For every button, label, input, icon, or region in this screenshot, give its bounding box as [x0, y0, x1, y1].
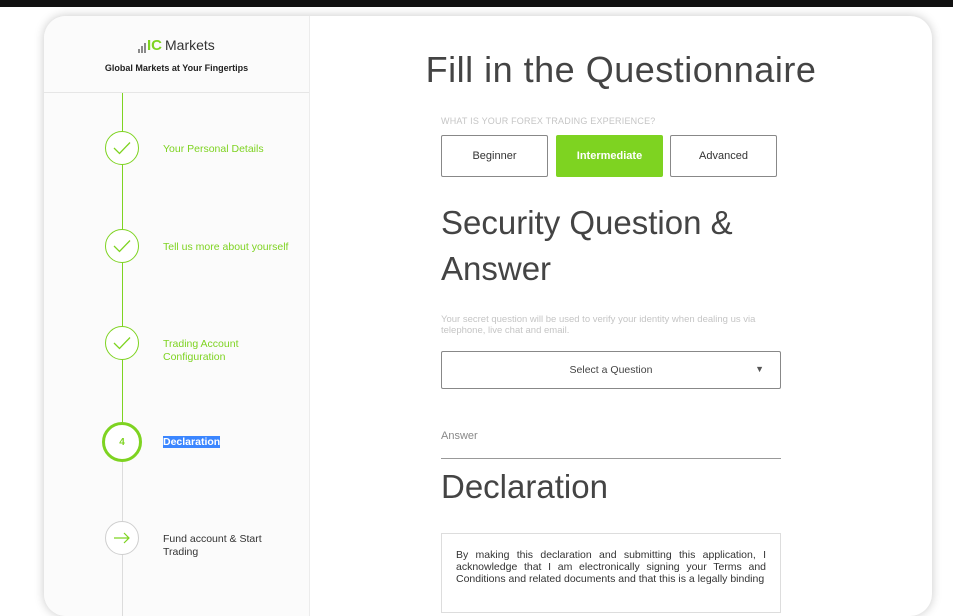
security-question-select[interactable] — [441, 351, 781, 389]
option-beginner-button[interactable]: Beginner — [441, 135, 548, 177]
security-help-text: Your secret question will be used to verify your identity when dealing us via telephone, live chat and email. — [441, 314, 756, 336]
experience-question: WHAT IS YOUR FOREX TRADING EXPERIENCE? — [441, 116, 656, 126]
answer-input[interactable] — [441, 458, 781, 459]
step-3-label[interactable]: Trading Account Configuration — [163, 338, 239, 363]
step-4-number-badge — [102, 422, 142, 462]
step-4-number: 4 — [119, 436, 125, 448]
step-4-label[interactable] — [163, 436, 303, 449]
step-1-label[interactable]: Your Personal Details — [163, 143, 264, 155]
main-panel — [310, 16, 932, 616]
chevron-down-icon: ▼ — [755, 364, 764, 374]
security-select-value: Select a Question — [569, 364, 653, 376]
step-4-label-text: Declaration — [163, 436, 221, 448]
brand-header — [44, 16, 309, 93]
step-5-label[interactable]: Fund account & Start Trading — [163, 533, 262, 558]
page-title: Fill in the Questionnaire — [425, 49, 817, 90]
logo-bars-icon — [138, 43, 146, 53]
declaration-heading: Declaration — [441, 468, 608, 505]
brand-tagline: Global Markets at Your Fingertips — [104, 63, 249, 73]
logo-markets-text: Markets — [165, 37, 215, 53]
top-bar — [0, 0, 953, 7]
option-intermediate-button[interactable]: Intermediate — [556, 135, 663, 177]
declaration-text: By making this declaration and submitting this application, I acknowledge that I am electronically signing your Terms and Conditions and related documents and that this is a legally binding — [456, 549, 766, 585]
step-2-label[interactable]: Tell us more about yourself — [163, 241, 289, 253]
declaration-text-box[interactable] — [441, 533, 781, 613]
security-heading: Security Question & Answer — [441, 204, 733, 287]
answer-label: Answer — [441, 430, 478, 442]
sidebar — [44, 16, 310, 616]
logo-ic-text: IC — [147, 37, 162, 54]
step-1-check-icon — [105, 131, 139, 165]
step-3-check-icon — [105, 326, 139, 360]
ic-markets-logo — [138, 35, 215, 53]
step-2-check-icon — [105, 229, 139, 263]
registration-card — [44, 16, 932, 616]
step-5-arrow-right-icon — [105, 521, 139, 555]
option-advanced-button[interactable]: Advanced — [670, 135, 777, 177]
